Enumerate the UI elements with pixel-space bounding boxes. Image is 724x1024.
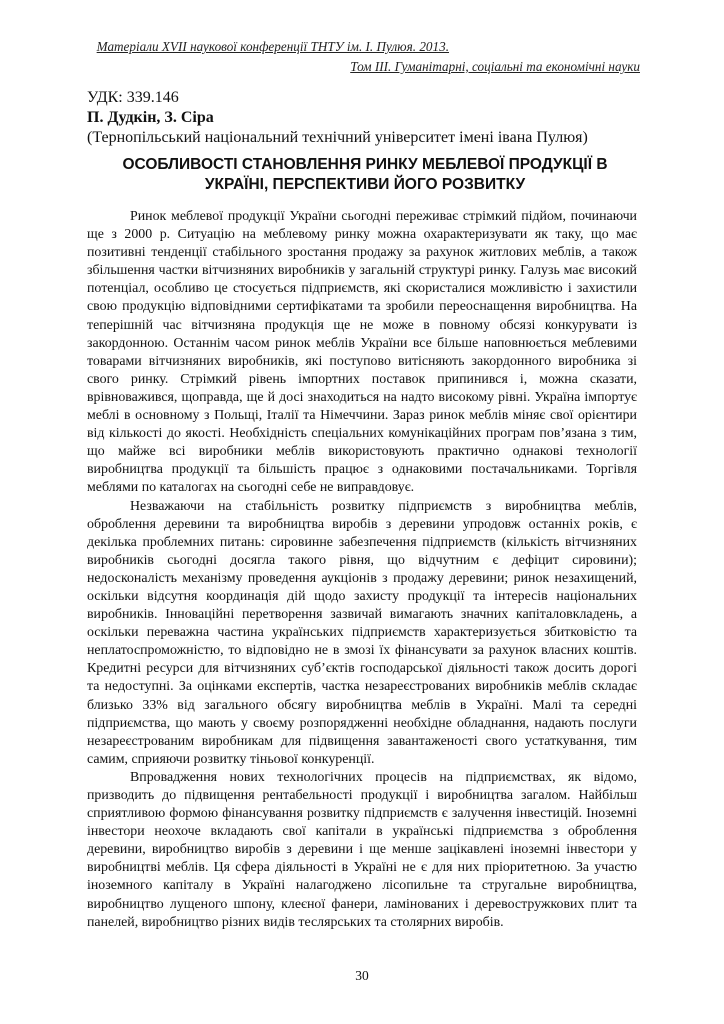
authors: П. Дудкін, З. Сіра [87,109,214,126]
article-title: ОСОБЛИВОСТІ СТАНОВЛЕННЯ РИНКУ МЕБЛЕВОЇ ПРОДУКЦІЇ В УКРАЇНІ, ПЕРСПЕКТИВИ ЙОГО РОЗВИТКУ [122,156,608,193]
running-header-volume: Том ІІІ. Гуманітарні, соціальні та економічні науки [350,59,640,74]
paragraph-1: Ринок меблевої продукції України сьогодні переживає стрімкий підйом, починаючи ще з 2000 р. Ситуацію на меблевому ринку можна охарактеризувати як таку, що має позитивні тенденції стабільного зростання продажу за рахунок житлових меблів, а також збільшення частки вітчизняних виробників у загальній структурі ринку. Галузь має високий потенціал, особливо це стосується підприємств, які скористалися можливістю і захистили свою продукцію відповідними сертифікатами та зробили переоснащення виробництва. На теперішній час вітчизняна продукція ще не може в повному обсязі конкурувати із закордонною. Останнім часом ринок меблів України все більше наповнюється меблевими товарами вітчизняних виробників, які поступово витісняють закордонного виробника зі свого ринку. Стрімкий рівень імпортних поставок припинився і, можна сказати, врівноважився, щоправда, ще й досі знаходиться на надто високому рівні. Україна імпортує меблі в основному з Польщі, Італії та Німеччини. Зараз ринок меблів міняє свої орієнтири від кількості до якості. Необхідність спеціальних комунікаційних програм пов’язана з тим, що майже всі виробники меблів використовують практично однакові технології виробництва продукції та більшість працює з однаковими постачальниками. Торгівля меблями по каталогах на сьогодні себе не виправдовує. [87,209,637,496]
paragraph-3: Впровадження нових технологічних процесів на підприємствах, як відомо, призводить до підвищення рентабельності продукції і виробництва загалом. Найбільш сприятливою формою фінансування розвитку підприємств є залучення інвестицій. Іноземні інвестори неохоче вкладають свої капітали в українські підприємства з оброблення деревини, виробництво виробів з деревини і ще менше зацікавлені іноземні інвестори у виробництві меблів. Ця сфера діяльності в Україні не є для них пріоритетною. За участю іноземного капіталу в Україні налагоджено лісопильне та стругальне виробництва, виробництво лущеного шпону, клеєної фанери, ламінованих і деревостружкових плит та панелей, виробництво різних видів теслярських та столярних виробів. [87,769,637,930]
affiliation: (Тернопільський національний технічний університет імені івана Пулюя) [87,129,588,146]
running-header-conference: Матеріали XVII наукової конференції ТНТУ ім. І. Пулюя. 2013. [96,39,449,54]
page-number: 30 [355,968,369,983]
paragraph-2: Незважаючи на стабільність розвитку підприємств з виробництва меблів, оброблення деревини та виробництва виробів з деревини упродовж останніх років, є декілька проблемних питань: сировинне забезпечення підприємств (кількість вітчизняних виробників сьогодні досягла такого рівня, що відчутним є дефіцит сировини); недосконалість механізму проведення аукціонів з продажу деревини; ринок незахищений, оскільки відсутня координація дій щодо захисту продукції та інтересів національних виробників. Інноваційні перетворення зазвичай вимагають значних капіталовкладень, а оскільки переважна частина українських підприємств характеризується збитковістю та неплатоспроможністю, то відповідно не в змозі їх фінансувати за рахунок власних коштів. Кредитні ресурси для вітчизняних суб’єктів господарської діяльності також досить дорогі та недоступні. За оцінками експертів, частка незареєстрованих виробників меблів складає близько 33% від загального обсягу виробництва меблів в Україні. Малі та середні підприємства, що мають у своєму розпорядженні необхідне обладнання, надають послуги незареєстрованим виробникам для підвищення завантаженості свого устаткування, тим самим, сприяючи розвитку тіньової конкуренції. [87,498,637,767]
article-body [87,208,637,932]
udk-code: УДК: 339.146 [87,89,179,106]
